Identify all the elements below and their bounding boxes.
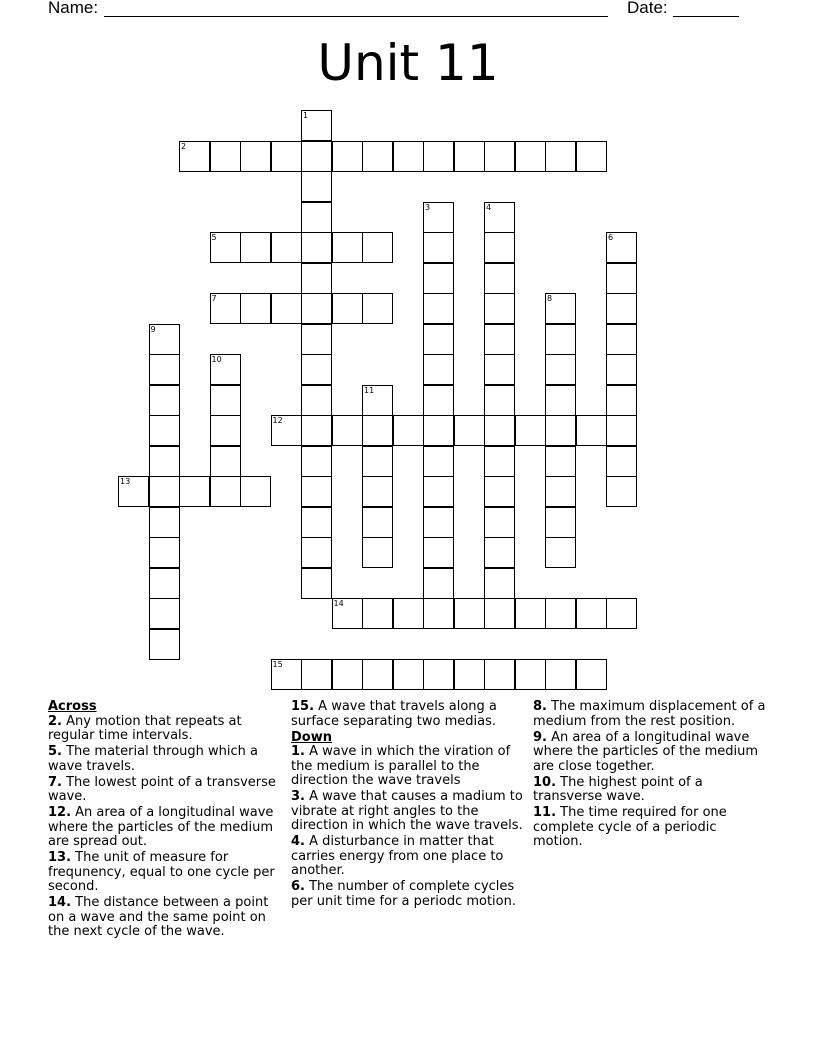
- grid-cell[interactable]: [210, 232, 241, 263]
- grid-cell[interactable]: [362, 385, 393, 416]
- grid-cell[interactable]: [301, 354, 332, 385]
- grid-cell[interactable]: [362, 415, 393, 446]
- clue-number: 8.: [533, 699, 547, 714]
- grid-cell[interactable]: [545, 324, 576, 355]
- clue-number-label: 10: [211, 355, 222, 364]
- grid-cell[interactable]: [210, 293, 241, 324]
- clue-down-4: [291, 835, 526, 879]
- down-heading: Down: [291, 729, 332, 745]
- clue-number: 7.: [48, 774, 62, 790]
- grid-cell[interactable]: [545, 385, 576, 416]
- grid-cell[interactable]: [210, 415, 241, 446]
- grid-cell[interactable]: [423, 202, 454, 233]
- clue-number: 3.: [291, 789, 305, 804]
- clue-across-14: [48, 896, 283, 940]
- grid-cell[interactable]: [484, 476, 515, 507]
- grid-cell[interactable]: [606, 598, 637, 629]
- clue-number-label: 4: [486, 202, 492, 212]
- grid-cell[interactable]: [423, 598, 454, 629]
- grid-cell[interactable]: [149, 598, 180, 629]
- clue-text: An area of a longitudinal wave where the particles of the medium are spread out.: [48, 805, 274, 849]
- grid-cell[interactable]: [484, 507, 515, 538]
- grid-cell[interactable]: [332, 232, 363, 263]
- clue-down-9: [533, 731, 768, 775]
- clue-across-7: [48, 776, 283, 805]
- grid-cell[interactable]: [271, 141, 302, 172]
- grid-cell[interactable]: [362, 659, 393, 690]
- clue-number-label: 7: [211, 294, 217, 303]
- clue-number-label: 15: [272, 660, 283, 669]
- grid-cell[interactable]: [545, 141, 576, 172]
- grid-cell[interactable]: [515, 141, 546, 172]
- clue-number-label: 14: [333, 599, 344, 608]
- date-line[interactable]: [673, 16, 739, 17]
- grid-cell[interactable]: [149, 537, 180, 568]
- grid-cell[interactable]: [393, 141, 424, 172]
- grid-cell[interactable]: [484, 232, 515, 263]
- grid-cell[interactable]: [149, 324, 180, 355]
- clue-across-12: [48, 806, 283, 850]
- grid-cell[interactable]: [576, 415, 607, 446]
- grid-cell[interactable]: [240, 232, 271, 263]
- grid-cell[interactable]: [484, 385, 515, 416]
- grid-cell[interactable]: [210, 476, 241, 507]
- grid-cell[interactable]: [179, 476, 210, 507]
- date-label: Date:: [627, 0, 668, 17]
- clue-number-label: 5: [211, 233, 217, 242]
- grid-cell[interactable]: [332, 141, 363, 172]
- grid-cell[interactable]: [179, 141, 210, 172]
- grid-cell[interactable]: [484, 568, 515, 599]
- grid-cell[interactable]: [606, 354, 637, 385]
- clue-number-label: 8: [547, 294, 553, 303]
- grid-cell[interactable]: [484, 415, 515, 446]
- grid-cell[interactable]: [423, 324, 454, 355]
- name-label: Name:: [48, 0, 99, 17]
- grid-cell[interactable]: [423, 659, 454, 690]
- grid-cell[interactable]: [301, 507, 332, 538]
- clue-text: A wave that causes a madium to vibrate at right angles to the direction in which the wave travels.: [291, 789, 523, 833]
- grid-cell[interactable]: [149, 385, 180, 416]
- clue-number-label: 1: [303, 111, 309, 120]
- grid-cell[interactable]: [454, 415, 485, 446]
- grid-cell[interactable]: [423, 476, 454, 507]
- grid-cell[interactable]: [545, 446, 576, 477]
- grid-cell[interactable]: [423, 293, 454, 324]
- grid-cell[interactable]: [301, 110, 332, 141]
- grid-cell[interactable]: [576, 598, 607, 629]
- clue-text: A wave that travels along a surface separating two medias.: [291, 699, 497, 729]
- grid-cell[interactable]: [362, 293, 393, 324]
- grid-cell[interactable]: [301, 324, 332, 355]
- across-heading: Across: [48, 699, 97, 714]
- grid-cell[interactable]: [240, 293, 271, 324]
- clue-across-15: [291, 700, 526, 729]
- clue-down-8: [533, 700, 768, 729]
- grid-cell[interactable]: [484, 354, 515, 385]
- grid-cell[interactable]: [301, 202, 332, 233]
- grid-cell[interactable]: [484, 293, 515, 324]
- grid-cell[interactable]: [149, 446, 180, 477]
- grid-cell[interactable]: [301, 568, 332, 599]
- grid-cell[interactable]: [301, 141, 332, 172]
- clue-text: An area of a longitudinal wave where the particles of the medium are close together.: [533, 729, 759, 774]
- clue-number: 11.: [533, 805, 557, 820]
- grid-cell[interactable]: [271, 293, 302, 324]
- grid-cell[interactable]: [515, 659, 546, 690]
- grid-cell[interactable]: [149, 476, 180, 507]
- grid-cell[interactable]: [423, 232, 454, 263]
- grid-cell[interactable]: [545, 415, 576, 446]
- clues-column-2: [291, 700, 526, 911]
- page-title: Unit 11: [317, 34, 499, 92]
- clues-column-3: [533, 700, 768, 851]
- clue-number-label: 2: [181, 141, 187, 151]
- grid-cell[interactable]: [423, 507, 454, 538]
- grid-cell[interactable]: [149, 415, 180, 446]
- grid-cell[interactable]: [362, 141, 393, 172]
- clue-text: Any motion that repeats at regular time intervals.: [48, 713, 242, 743]
- clue-number-label: 3: [425, 202, 431, 212]
- grid-cell[interactable]: [423, 446, 454, 477]
- grid-cell[interactable]: [423, 354, 454, 385]
- grid-cell[interactable]: [515, 598, 546, 629]
- grid-cell[interactable]: [149, 354, 180, 385]
- grid-cell[interactable]: [118, 476, 149, 507]
- grid-cell[interactable]: [423, 385, 454, 416]
- grid-cell[interactable]: [393, 415, 424, 446]
- grid-cell[interactable]: [149, 507, 180, 538]
- grid-cell[interactable]: [423, 415, 454, 446]
- clues-column-1: [48, 700, 283, 941]
- grid-cell[interactable]: [545, 507, 576, 538]
- grid-cell[interactable]: [240, 141, 271, 172]
- grid-cell[interactable]: [301, 476, 332, 507]
- clue-number: 1.: [291, 744, 305, 759]
- clue-across-2: [48, 715, 283, 744]
- clue-text: The maximum displacement of a medium from the rest position.: [533, 699, 766, 729]
- grid-cell[interactable]: [210, 354, 241, 385]
- grid-cell[interactable]: [576, 659, 607, 690]
- clue-across-13: [48, 851, 283, 895]
- clue-text: A disturbance in matter that carries energy from one place to another.: [291, 834, 504, 878]
- grid-cell[interactable]: [393, 659, 424, 690]
- grid-cell[interactable]: [149, 568, 180, 599]
- grid-cell[interactable]: [606, 385, 637, 416]
- grid-cell[interactable]: [545, 659, 576, 690]
- grid-cell[interactable]: [301, 385, 332, 416]
- grid-cell[interactable]: [484, 141, 515, 172]
- grid-cell[interactable]: [484, 537, 515, 568]
- clue-text: The material through which a wave travels.: [48, 744, 258, 774]
- grid-cell[interactable]: [423, 141, 454, 172]
- clue-number-label: 11: [364, 385, 375, 395]
- clue-across-5: [48, 745, 283, 774]
- clue-text: The unit of measure for frequnency, equal to one cycle per second.: [48, 850, 275, 894]
- grid-cell[interactable]: [301, 446, 332, 477]
- grid-cell[interactable]: [332, 659, 363, 690]
- grid-cell[interactable]: [606, 232, 637, 263]
- grid-cell[interactable]: [423, 568, 454, 599]
- clue-number: 4.: [291, 834, 305, 849]
- clue-down-11: [533, 806, 768, 850]
- grid-cell[interactable]: [210, 446, 241, 477]
- clue-text: The number of complete cycles per unit time for a periodc motion.: [291, 879, 516, 909]
- grid-cell[interactable]: [484, 263, 515, 294]
- grid-cell[interactable]: [393, 598, 424, 629]
- clue-down-10: [533, 776, 768, 805]
- grid-cell[interactable]: [240, 476, 271, 507]
- grid-cell[interactable]: [484, 659, 515, 690]
- grid-cell[interactable]: [301, 537, 332, 568]
- grid-cell[interactable]: [362, 232, 393, 263]
- clue-number-label: 6: [608, 233, 614, 242]
- grid-cell[interactable]: [606, 446, 637, 477]
- clue-text: The highest point of a transverse wave.: [533, 774, 703, 804]
- clue-number: 2.: [48, 713, 62, 729]
- grid-cell[interactable]: [271, 659, 302, 690]
- grid-cell[interactable]: [332, 293, 363, 324]
- grid-cell[interactable]: [545, 598, 576, 629]
- grid-cell[interactable]: [210, 141, 241, 172]
- grid-cell[interactable]: [332, 415, 363, 446]
- grid-cell[interactable]: [545, 476, 576, 507]
- grid-cell[interactable]: [484, 446, 515, 477]
- grid-cell[interactable]: [332, 598, 363, 629]
- grid-cell[interactable]: [606, 263, 637, 294]
- grid-cell[interactable]: [301, 293, 332, 324]
- clue-text: The time required for one complete cycle of a periodic motion.: [533, 805, 727, 849]
- clue-text: The distance between a point on a wave and the same point on the next cycle of the wave.: [48, 895, 269, 939]
- grid-cell[interactable]: [423, 537, 454, 568]
- grid-cell[interactable]: [301, 415, 332, 446]
- clue-number-label: 9: [150, 324, 156, 334]
- grid-cell[interactable]: [301, 659, 332, 690]
- grid-cell[interactable]: [606, 324, 637, 355]
- grid-cell[interactable]: [149, 629, 180, 660]
- grid-cell[interactable]: [545, 537, 576, 568]
- grid-cell[interactable]: [576, 141, 607, 172]
- grid-cell[interactable]: [484, 324, 515, 355]
- grid-cell[interactable]: [454, 659, 485, 690]
- grid-cell[interactable]: [362, 446, 393, 477]
- grid-cell[interactable]: [545, 293, 576, 324]
- grid-cell[interactable]: [545, 354, 576, 385]
- grid-cell[interactable]: [606, 476, 637, 507]
- grid-cell[interactable]: [362, 507, 393, 538]
- clue-down-3: [291, 790, 526, 834]
- grid-cell[interactable]: [515, 415, 546, 446]
- grid-cell[interactable]: [362, 476, 393, 507]
- clue-number: 10.: [533, 774, 557, 790]
- grid-cell[interactable]: [454, 598, 485, 629]
- clue-text: The lowest point of a transverse wave.: [48, 774, 276, 804]
- grid-cell[interactable]: [301, 263, 332, 294]
- grid-cell[interactable]: [210, 385, 241, 416]
- clue-number: 15.: [291, 699, 315, 714]
- clue-number: 12.: [48, 805, 72, 820]
- grid-cell[interactable]: [606, 293, 637, 324]
- clue-number: 6.: [291, 879, 305, 894]
- grid-cell[interactable]: [606, 415, 637, 446]
- clue-down-1: [291, 745, 526, 789]
- grid-cell[interactable]: [271, 415, 302, 446]
- clue-down-6: [291, 880, 526, 909]
- clue-text: A wave in which the viration of the medium is parallel to the direction the wave travels: [291, 744, 511, 788]
- grid-cell[interactable]: [423, 263, 454, 294]
- clue-number: 13.: [48, 850, 72, 865]
- clue-number-label: 12: [272, 416, 283, 425]
- grid-cell[interactable]: [301, 232, 332, 263]
- grid-cell[interactable]: [484, 202, 515, 233]
- grid-cell[interactable]: [484, 598, 515, 629]
- grid-cell[interactable]: [271, 232, 302, 263]
- clue-number-label: 13: [120, 477, 131, 486]
- clue-number: 14.: [48, 895, 72, 910]
- grid-cell[interactable]: [301, 171, 332, 202]
- grid-cell[interactable]: [454, 141, 485, 172]
- clue-number: 9.: [533, 729, 547, 745]
- clue-number: 5.: [48, 744, 62, 759]
- name-line[interactable]: [104, 16, 608, 17]
- grid-cell[interactable]: [362, 537, 393, 568]
- grid-cell[interactable]: [362, 598, 393, 629]
